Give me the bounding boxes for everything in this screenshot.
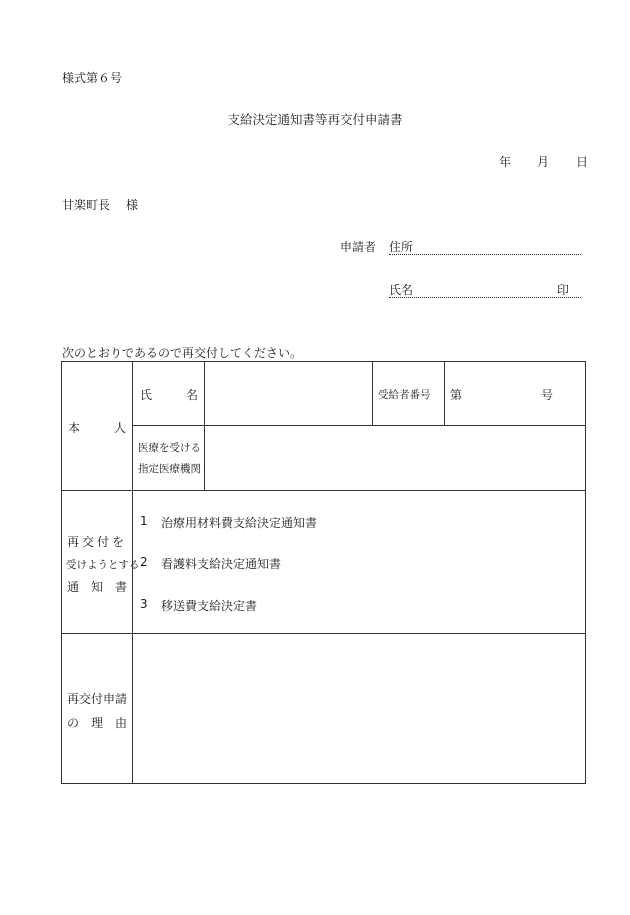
- table-divider: [62, 490, 586, 491]
- notice-label-2: 受けようとする: [66, 559, 140, 571]
- applicant-name-label: 氏名: [389, 283, 414, 297]
- date-month-label: 月: [537, 155, 550, 169]
- address-label: 住所: [389, 240, 414, 254]
- notice-option-1-number: 1: [140, 514, 148, 528]
- seal-mark: 印: [556, 283, 569, 297]
- institution-input[interactable]: [205, 426, 585, 489]
- notice-label-3: 通 知 書: [67, 580, 128, 594]
- date-day-label: 日: [576, 155, 589, 169]
- addressee-honorific: 様: [126, 198, 139, 212]
- institution-label-1: 医療を受ける: [138, 442, 201, 454]
- name-label-2: 名: [186, 388, 199, 402]
- reason-input[interactable]: [133, 634, 585, 782]
- address-field[interactable]: [389, 238, 581, 255]
- notice-option-3[interactable]: 移送費支給決定書: [161, 599, 258, 613]
- reason-label-1: 再交付申請: [67, 692, 128, 706]
- recipient-number-prefix: 第: [450, 388, 463, 402]
- applicant-name-field[interactable]: [389, 281, 581, 298]
- recipient-number-label: 受給者番号: [378, 389, 431, 401]
- notice-option-2-number: 2: [140, 555, 148, 569]
- reason-label-2: の 理 由: [67, 716, 128, 730]
- name-input[interactable]: [205, 363, 371, 424]
- person-label-2: 人: [114, 421, 127, 435]
- table-divider: [444, 362, 445, 425]
- applicant-label: 申請者: [340, 240, 377, 254]
- institution-label-2: 指定医療機関: [138, 463, 201, 475]
- recipient-number-suffix: 号: [541, 388, 554, 402]
- notice-option-3-number: 3: [140, 597, 148, 611]
- name-label-1: 氏: [140, 388, 153, 402]
- person-label-1: 本: [68, 421, 81, 435]
- application-table: [61, 361, 586, 784]
- intro-text: 次のとおりであるので再交付してください。: [62, 346, 303, 360]
- form-number: 様式第６号: [62, 71, 123, 85]
- table-divider: [372, 362, 373, 425]
- notice-option-2[interactable]: 看護料支給決定通知書: [161, 557, 282, 571]
- document-title: 支給決定通知書等再交付申請書: [227, 112, 403, 127]
- addressee-name: 甘楽町長: [62, 198, 111, 212]
- date-year-label: 年: [499, 155, 512, 169]
- notice-option-1[interactable]: 治療用材料費支給決定通知書: [161, 516, 318, 530]
- notice-label-1: 再交付を: [67, 535, 128, 549]
